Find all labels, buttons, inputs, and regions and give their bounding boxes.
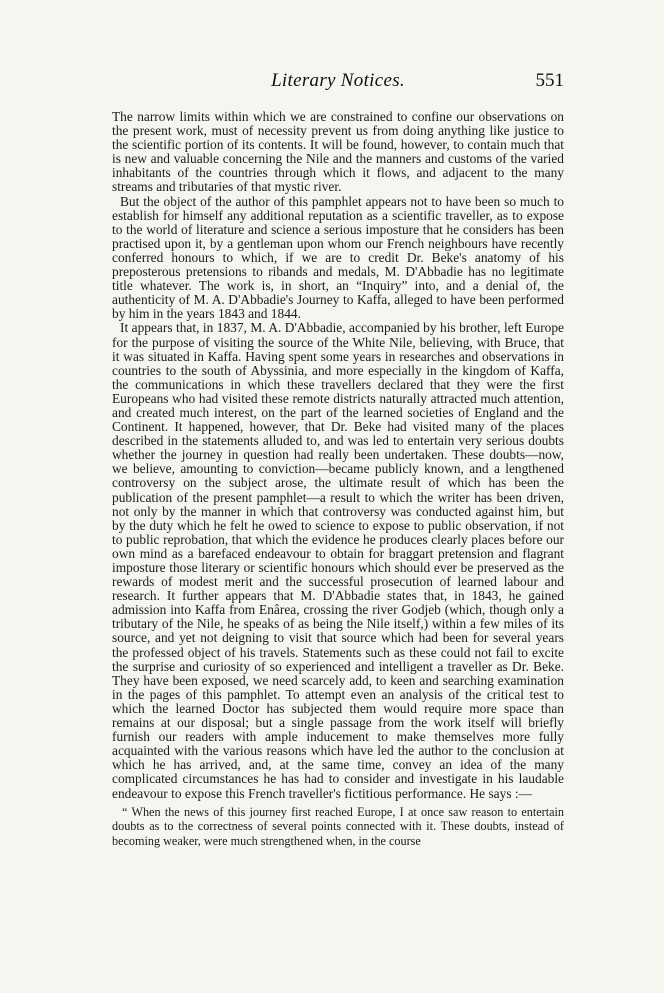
page-number: 551 [535, 70, 564, 91]
paragraph-object-of-author: But the object of the author of this pamphlet appears not to have been so much to establish for himself any additional reputation as a scientific traveller, as to expose to the world of literature and science a serious imposture that he considers has been practised upon it, by a gentleman upon whom our French neighbours have recently conferred honours to which, if we are to credit Dr. Beke's anatomy of his preposterous pretensions to ribands and medals, M. D'Abbadie has no legitimate title whatever. The work is, in short, an “Inquiry” into, and a denial of, the authenticity of M. A. D'Abbadie's Journey to Kaffa, alleged to have been performed by him in the years 1843 and 1844. [112, 193, 564, 322]
block-quote: “ When the news of this journey first reached Europe, I at once saw reason to entertain doubts as to the correctness of several points connected with it. These doubts, instead of becoming weaker, were much strengthened when, in the course [112, 804, 564, 848]
article-body [112, 110, 564, 801]
paragraph-observations: The narrow limits within which we are constrained to confine our observations on the present work, must of necessity prevent us from doing anything like justice to the scientific portion of its contents. It will be found, however, to contain much that is new and valuable concerning the Nile and the manners and customs of the varied inhabitants of the countries through which it flows, and adjacent to the many streams and tributaries of that mystic river. [112, 109, 564, 195]
running-title: Literary Notices. [271, 70, 405, 91]
running-head [112, 70, 564, 96]
paragraph-journey-history: It appears that, in 1837, M. A. D'Abbadie, accompanied by his brother, left Europe for the purpose of visiting the source of the White Nile, believing, with Bruce, that it was situated in Kaffa. Having spent some years in researches and observations in countries to the south of Abyssinia, and more especially in the kingdom of Kaffa, the communications in which these travellers declared that they were the first Europeans who had visited these remote districts naturally attracted much attention, and created much interest, on the part of the learned societies of England and the Continent. It happened, however, that Dr. Beke had visited many of the places described in the statements alluded to, and was led to entertain very serious doubts whether the journey in question had really been undertaken. These doubts—now, we believe, amounting to conviction—became publicly known, and a lengthened controversy on the subject arose, the ultimate result of which has been the publication of the present pamphlet—a result to which the writer has been driven, not only by the manner in which that controversy was conducted against him, but by the duty which he felt he owed to science to expose to public observation, if not to public reprobation, that which the evidence he produces clearly places before our own mind as a barefaced endeavour to obtain for braggart pretension and flagrant imposture those literary or scientific honours which should ever be preserved as the rewards of modest merit and the successful prosecution of learned labour and research. It further appears that M. D'Abbadie states that, in 1843, he gained admission into Kaffa from Enârea, crossing the river Godjeb (which, though only a tributary of the Nile, he speaks of as being the Nile itself,) within a few miles of its source, and yet not deigning to visit that source which had been for several years the professed object of his travels. Statements such as these could not fail to excite the surprise and curiosity of so experienced and intelligent a traveller as Dr. Beke. They have been exposed, we need scarcely add, to keen and searching examination in the pages of this pamphlet. To attempt even an analysis of the critical test to which the learned Doctor has subjected them would require more space than remains at our disposal; but a single passage from the work itself will briefly furnish our readers with ample inducement to make themselves more fully acquainted with the various reasons which have led the author to the conclusion at which he has arrived, and, at the same time, convey an idea of the many complicated circumstances he has had to consider and investigate in his laudable endeavour to expose this French traveller's fictitious performance. He says :— [112, 320, 564, 801]
book-page [112, 70, 564, 848]
